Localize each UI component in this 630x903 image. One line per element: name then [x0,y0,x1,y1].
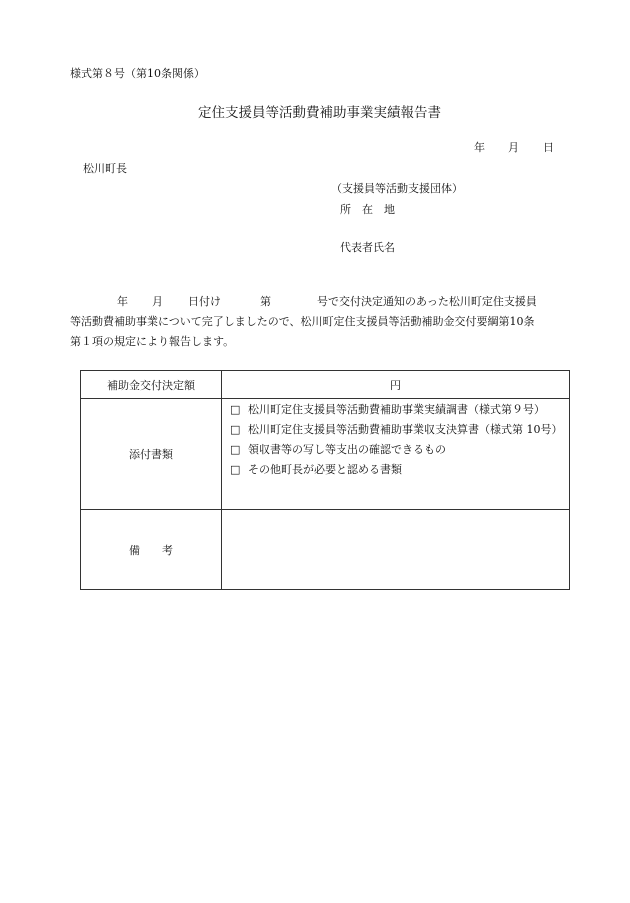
checkbox-icon[interactable]: □ [230,423,241,436]
attachment-item [230,460,563,480]
statement-year: 年 [117,295,128,308]
amount-unit: 円 [390,378,401,392]
remarks-label: 備 考 [129,543,173,557]
applicant-address-label: 所 在 地 [340,203,395,216]
statement-line-1 [70,292,570,312]
attachment-text: その他町長が必要と認める書類 [248,463,402,476]
attachment-text: 松川町定住支援員等活動費補助事業収支決算書（様式第 10号） [248,423,563,436]
date-day-label: 日 [543,141,554,154]
attachment-item [230,400,563,420]
statement-line1-rest: 号で交付決定通知のあった松川町定住支援員 [317,295,537,308]
checkbox-icon[interactable]: □ [230,463,241,476]
report-table [80,370,570,590]
attachment-item [230,420,563,440]
statement-date-suffix: 日付け [188,295,221,308]
attachments-label-cell [81,399,222,510]
checkbox-icon[interactable]: □ [230,403,241,416]
amount-label: 補助金交付決定額 [107,378,195,392]
statement-number-prefix: 第 [260,295,271,308]
applicant-representative-label: 代表者氏名 [340,241,395,254]
page-title: 定住支援員等活動費補助事業実績報告書 [198,105,441,121]
attachment-item [230,440,563,460]
statement-line-3: 第１項の規定により報告します。 [70,335,235,348]
form-number: 様式第８号（第10条関係） [70,67,205,80]
attachments-list [222,399,570,510]
statement-line-2: 等活動費補助事業について完了しましたので、松川町定住支援員等活動補助金交付要綱第10条 [70,315,535,328]
checkbox-icon[interactable]: □ [230,443,241,456]
attachments-label: 添付書類 [129,448,173,461]
remarks-value-cell[interactable] [222,510,570,590]
attachment-text: 松川町定住支援員等活動費補助事業実績調書（様式第９号） [248,403,545,416]
applicant-org-label: （支援員等活動支援団体） [331,182,463,195]
amount-value-cell[interactable] [222,371,570,399]
remarks-label-cell [81,510,222,590]
report-statement [70,292,570,352]
statement-month: 月 [152,295,163,308]
recipient: 松川町長 [83,162,127,175]
attachment-text: 領収書等の写し等支出の確認できるもの [248,443,446,456]
date-month-label: 月 [508,141,519,154]
date-year-label: 年 [474,141,485,154]
amount-label-cell [81,371,222,399]
